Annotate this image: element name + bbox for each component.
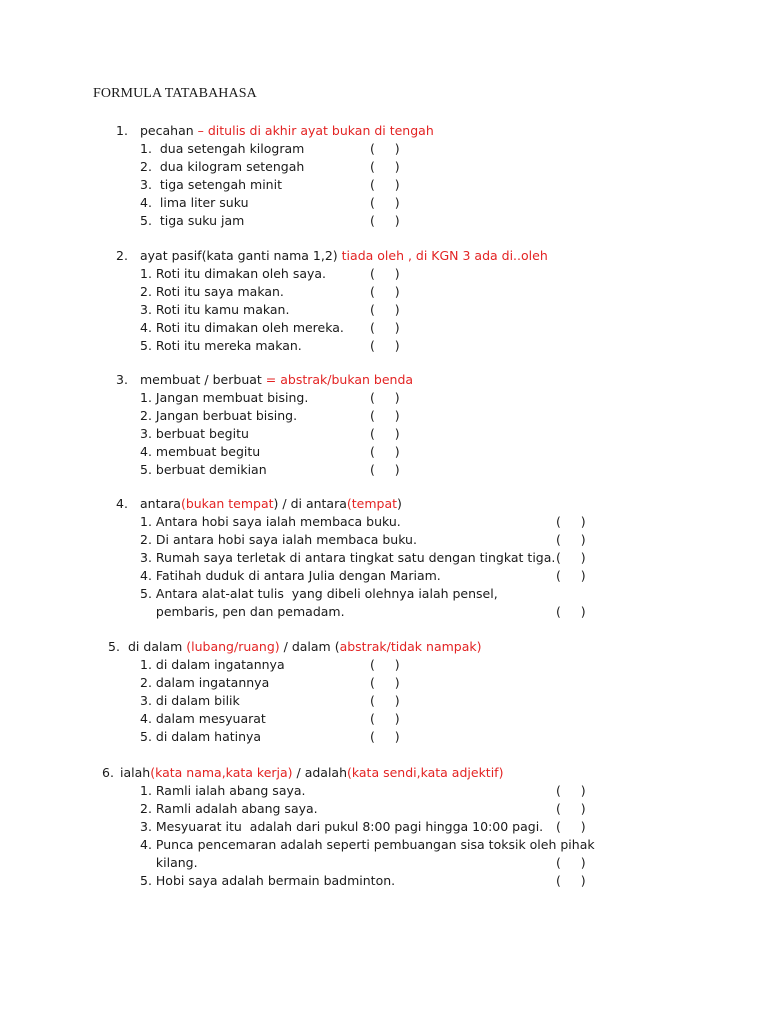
- exercise-item: 4. lima liter suku: [140, 195, 249, 210]
- rule-term: / dalam (: [279, 639, 340, 654]
- exercise-item: 2. dua kilogram setengah: [140, 159, 305, 174]
- answer-blank: ( ): [556, 873, 586, 888]
- answer-blank: ( ): [370, 408, 400, 423]
- answer-blank: ( ): [370, 195, 400, 210]
- section-heading: [140, 495, 402, 513]
- exercise-item: 5. tiga suku jam: [140, 213, 245, 228]
- section-number: 1.: [116, 123, 128, 138]
- section-heading: [120, 764, 503, 782]
- answer-blank: ( ): [370, 657, 400, 672]
- rule-note: (lubang/ruang): [186, 639, 280, 654]
- document-title: FORMULA TATABAHASA: [93, 86, 257, 101]
- answer-blank: ( ): [370, 693, 400, 708]
- answer-blank: ( ): [556, 801, 586, 816]
- answer-blank: ( ): [370, 284, 400, 299]
- section-number: 3.: [116, 372, 128, 387]
- section-heading: [140, 371, 413, 389]
- exercise-item: 3. Rumah saya terletak di antara tingkat satu dengan tingkat tiga.: [140, 550, 556, 565]
- answer-blank: ( ): [370, 462, 400, 477]
- exercise-item: 3. di dalam bilik: [140, 693, 240, 708]
- exercise-item: 4. dalam mesyuarat: [140, 711, 266, 726]
- exercise-item: 5. Antara alat-alat tulis yang dibeli olehnya ialah pensel,: [140, 586, 498, 601]
- answer-blank: ( ): [370, 426, 400, 441]
- exercise-item: 3. berbuat begitu: [140, 426, 249, 441]
- exercise-item: 3. Roti itu kamu makan.: [140, 302, 290, 317]
- exercise-item: 1. di dalam ingatannya: [140, 657, 285, 672]
- rule-note: tiada oleh , di KGN 3 ada di..oleh: [341, 248, 548, 263]
- section-number: 2.: [116, 248, 128, 263]
- answer-blank: ( ): [370, 390, 400, 405]
- answer-blank: ( ): [556, 855, 586, 870]
- exercise-item: 1. Ramli ialah abang saya.: [140, 783, 306, 798]
- rule-term: / adalah: [292, 765, 347, 780]
- answer-blank: ( ): [556, 604, 586, 619]
- answer-blank: ( ): [556, 819, 586, 834]
- section-number: 6.: [102, 765, 114, 780]
- section-number: 4.: [116, 496, 128, 511]
- rule-note: abstrak/tidak nampak): [339, 639, 482, 654]
- answer-blank: ( ): [556, 532, 586, 547]
- rule-note: (kata sendi,kata adjektif): [347, 765, 504, 780]
- answer-blank: ( ): [370, 729, 400, 744]
- exercise-item: 2. Ramli adalah abang saya.: [140, 801, 318, 816]
- exercise-item: 5. berbuat demikian: [140, 462, 267, 477]
- exercise-item: 4. Fatihah duduk di antara Julia dengan Mariam.: [140, 568, 441, 583]
- answer-blank: ( ): [370, 141, 400, 156]
- rule-term: ): [397, 496, 402, 511]
- exercise-item: 1. Antara hobi saya ialah membaca buku.: [140, 514, 401, 529]
- exercise-item: 3. Mesyuarat itu adalah dari pukul 8:00 pagi hingga 10:00 pagi.: [140, 819, 544, 834]
- answer-blank: ( ): [556, 514, 586, 529]
- exercise-item: 1. dua setengah kilogram: [140, 141, 305, 156]
- answer-blank: ( ): [370, 675, 400, 690]
- section-heading: [128, 638, 482, 656]
- exercise-item: 3. tiga setengah minit: [140, 177, 282, 192]
- answer-blank: ( ): [370, 302, 400, 317]
- exercise-item: 2. Di antara hobi saya ialah membaca buku.: [140, 532, 417, 547]
- rule-note: (kata nama,kata kerja): [150, 765, 293, 780]
- rule-term: ialah: [120, 765, 151, 780]
- answer-blank: ( ): [370, 213, 400, 228]
- exercise-item: 5. di dalam hatinya: [140, 729, 262, 744]
- exercise-item: 2. dalam ingatannya: [140, 675, 270, 690]
- section-number: 5.: [108, 639, 120, 654]
- answer-blank: ( ): [556, 568, 586, 583]
- exercise-item: kilang.: [140, 855, 198, 870]
- rule-term: ayat pasif(kata ganti nama 1,2): [140, 248, 342, 263]
- exercise-item: pembaris, pen dan pemadam.: [140, 604, 345, 619]
- answer-blank: ( ): [370, 159, 400, 174]
- answer-blank: ( ): [370, 338, 400, 353]
- rule-note: = abstrak/bukan benda: [265, 372, 414, 387]
- answer-blank: ( ): [556, 783, 586, 798]
- exercise-item: 4. Punca pencemaran adalah seperti pembuangan sisa toksik oleh pihak: [140, 837, 595, 852]
- exercise-item: 4. membuat begitu: [140, 444, 261, 459]
- exercise-item: 1. Jangan membuat bising.: [140, 390, 309, 405]
- exercise-item: 5. Roti itu mereka makan.: [140, 338, 302, 353]
- rule-term: di dalam: [128, 639, 187, 654]
- rule-term: membuat / berbuat: [140, 372, 266, 387]
- rule-term: pecahan: [140, 123, 198, 138]
- exercise-item: 2. Jangan berbuat bising.: [140, 408, 298, 423]
- rule-term: antara: [140, 496, 181, 511]
- exercise-item: 1. Roti itu dimakan oleh saya.: [140, 266, 327, 281]
- section-heading: [140, 247, 548, 265]
- exercise-item: 2. Roti itu saya makan.: [140, 284, 284, 299]
- answer-blank: ( ): [370, 266, 400, 281]
- exercise-item: 5. Hobi saya adalah bermain badminton.: [140, 873, 396, 888]
- rule-term: ) / di antara: [273, 496, 347, 511]
- answer-blank: ( ): [370, 444, 400, 459]
- answer-blank: ( ): [370, 711, 400, 726]
- section-heading: [140, 122, 434, 140]
- rule-note: (tempat: [346, 496, 398, 511]
- rule-note: (bukan tempat: [180, 496, 274, 511]
- answer-blank: ( ): [370, 320, 400, 335]
- answer-blank: ( ): [370, 177, 400, 192]
- exercise-item: 4. Roti itu dimakan oleh mereka.: [140, 320, 344, 335]
- answer-blank: ( ): [556, 550, 586, 565]
- rule-note: – ditulis di akhir ayat bukan di tengah: [197, 123, 434, 138]
